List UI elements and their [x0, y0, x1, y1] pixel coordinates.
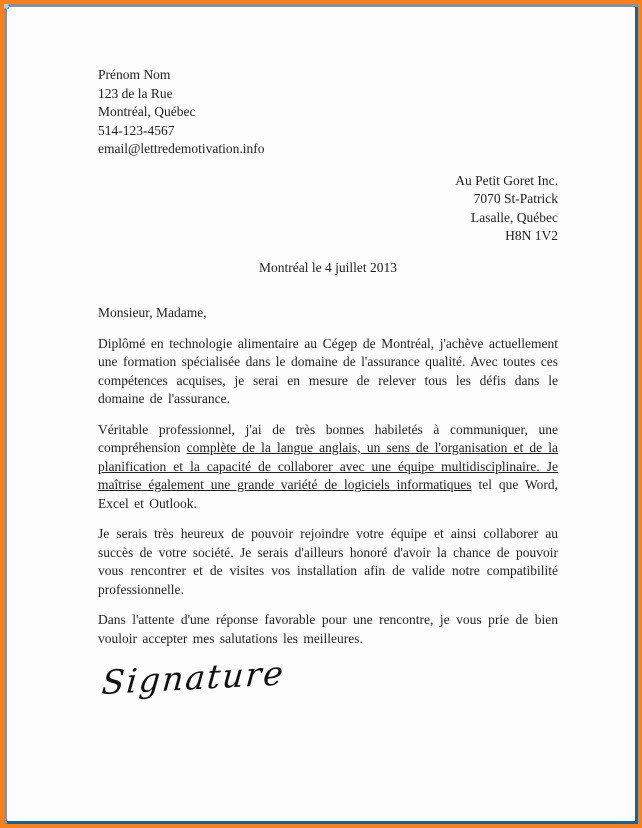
recipient-postal-code: H8N 1V2	[505, 228, 558, 243]
paragraph-intro: Diplômé en technologie alimentaire au Cégep de Montréal, j'achève actuellement une formation spécialisée dans le domaine de l'assurance qualité. Avec toutes ces compétences acquises, je serai en mesure de relever tous les défis dans le domaine de l'assurance.	[98, 335, 558, 406]
sender-block	[98, 66, 558, 159]
sender-city: Montréal, Québec	[98, 104, 196, 119]
recipient-block	[98, 172, 558, 246]
paragraph-skills-start: Véritable professionnel, j'ai de très bonnes habiletés à communiquer, une compréhension	[98, 421, 558, 455]
signature-text: Signature	[100, 653, 287, 703]
salutation: Monsieur, Madame,	[98, 305, 207, 320]
paragraph-motivation: Je serais très heureux de pouvoir rejoindre votre équipe et ainsi collaborer au succès de votre société. Je serais d'ailleurs honoré d'avoir la chance de pouvoir vous rencontrer et de visites vos installation afin de valide notre compatibilité professionnelle.	[98, 526, 558, 597]
recipient-city: Lasalle, Québec	[471, 209, 558, 225]
selection-handle	[0, 0, 9, 9]
sender-phone: 514-123-4567	[98, 122, 175, 138]
sender-email: email@lettredemotivation.info	[98, 141, 265, 156]
letter-content	[4, 4, 638, 703]
date-line: Montréal le 4 juillet 2013	[259, 259, 397, 275]
sender-street: 123 de la Rue	[98, 85, 173, 101]
paragraph-closing: Dans l'attente d'une réponse favorable pour une rencontre, je vous prie de bien vouloir accepter mes salutations les meilleures.	[98, 612, 558, 646]
paragraph-skills-underlined: complète de la langue anglais, un sens de l'organisation et de la planification et la capacité de collaborer avec une équipe multidisciplinaire. Je maîtrise également une grande variété de logiciels informatiques	[98, 440, 558, 492]
recipient-street: 7070 St-Patrick	[473, 191, 558, 206]
recipient-company: Au Petit Goret Inc.	[455, 172, 558, 188]
paragraph-skills-end: tel que Word, Excel et Outlook.	[98, 477, 558, 511]
paragraph-skills	[98, 421, 558, 514]
sender-name: Prénom Nom	[98, 67, 171, 82]
